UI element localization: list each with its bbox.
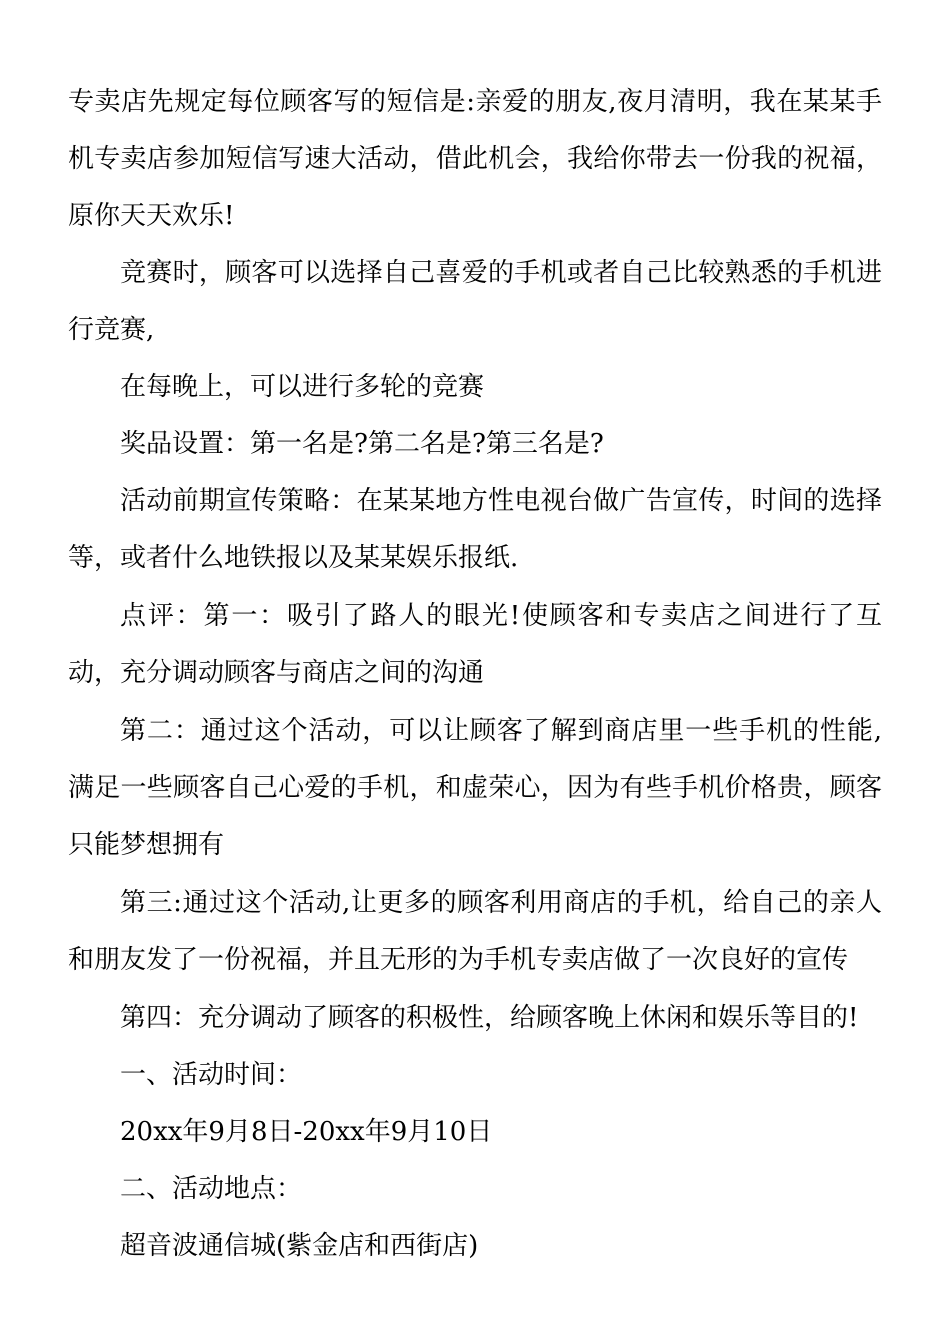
paragraph-competition-rules: 竞赛时，顾客可以选择自己喜爱的手机或者自己比较熟悉的手机进行竞赛,: [68, 258, 882, 345]
activity-time-value: 20xx年9月8日-20xx年9月10日: [120, 1117, 493, 1147]
paragraph-promotion-strategy: 活动前期宣传策略：在某某地方性电视台做广告宣传，时间的选择等，或者什么地铁报以及某某娱乐报纸.: [68, 486, 882, 573]
paragraph-review-second: 第二：通过这个活动，可以让顾客了解到商店里一些手机的性能,满足一些顾客自己心爱的手机，和虚荣心，因为有些手机价格贵，顾客只能梦想拥有: [68, 716, 882, 860]
heading-activity-location: 二、活动地点：: [120, 1174, 303, 1204]
paragraph-review-fourth: 第四：充分调动了顾客的积极性，给顾客晚上休闲和娱乐等目的!: [120, 1003, 859, 1033]
paragraph-sms-content: 专卖店先规定每位顾客写的短信是:亲爱的朋友,夜月清明，我在某某手机专卖店参加短信写速大活动，借此机会，我给你带去一份我的祝福，原你天天欢乐!: [68, 87, 882, 231]
activity-location-value: 超音波通信城(紫金店和西街店): [120, 1231, 479, 1261]
paragraph-prizes: 奖品设置：第一名是?第二名是?第三名是?: [120, 429, 604, 459]
paragraph-multiple-rounds: 在每晚上，可以进行多轮的竞赛: [120, 372, 485, 402]
paragraph-review-first: 点评：第一：吸引了路人的眼光!使顾客和专卖店之间进行了互动，充分调动顾客与商店之间的沟通: [68, 601, 882, 688]
paragraph-review-third: 第三:通过这个活动,让更多的顾客利用商店的手机，给自己的亲人和朋友发了一份祝福，并且无形的为手机专卖店做了一次良好的宣传: [68, 888, 882, 975]
heading-activity-time: 一、活动时间：: [120, 1060, 303, 1090]
